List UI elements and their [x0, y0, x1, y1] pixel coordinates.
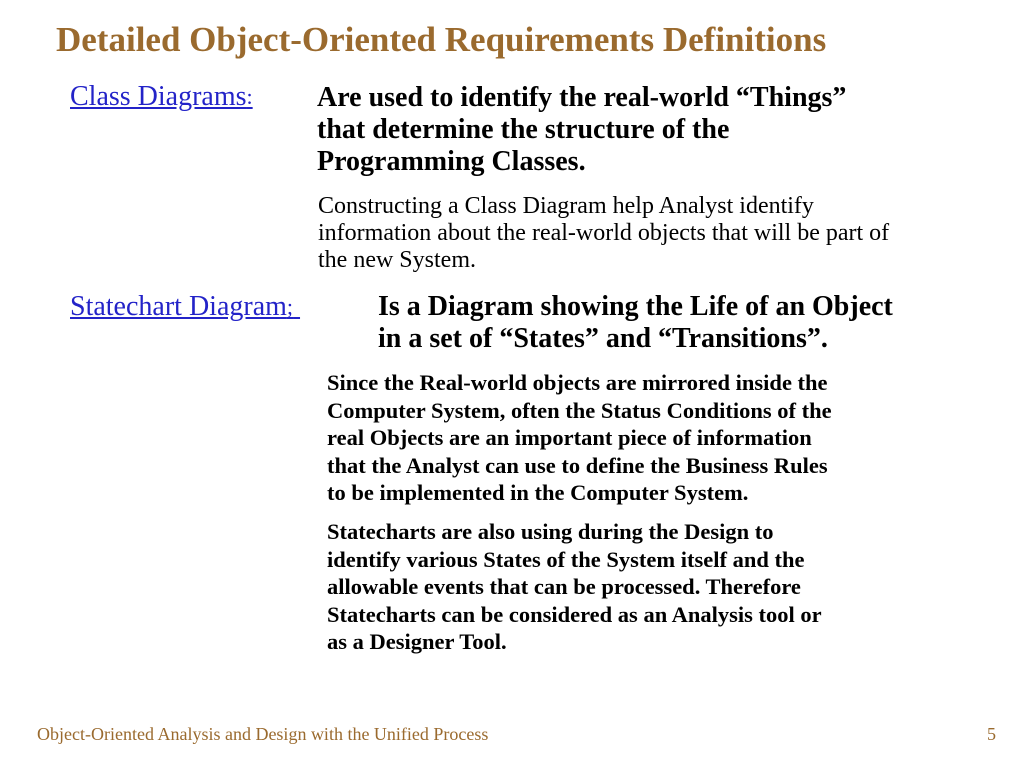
class-diagrams-definition: Are used to identify the real-world “Things” that determine the structure of the Programming Classes. — [317, 82, 847, 177]
statechart-diagram-label — [70, 290, 300, 324]
slide-title: Detailed Object-Oriented Requirements Definitions — [56, 20, 827, 59]
class-diagrams-label — [70, 80, 253, 114]
statechart-note-real-world: Since the Real-world objects are mirrored inside the Computer System, often the Status Conditions of the real Objects are an important piece of information that the Analyst can use to define the Business Rules to be implemented in the Computer System. — [327, 370, 832, 505]
class-diagrams-note: Constructing a Class Diagram help Analyst identify information about the real-world objects that will be part of the new System. — [318, 193, 890, 273]
class-diagrams-link[interactable] — [70, 81, 253, 112]
statechart-diagram-separator: ; — [286, 294, 294, 319]
footer-course-title: Object-Oriented Analysis and Design with the Unified Process — [37, 724, 489, 744]
statechart-diagram-definition: Is a Diagram showing the Life of an Object in a set of “States” and “Transitions”. — [378, 291, 893, 354]
class-diagrams-separator: : — [246, 84, 253, 109]
statechart-note-design: Statecharts are also using during the Design to identify various States of the System itself and the allowable events that can be processed. Therefore Statecharts can be considered as an Analysis tool or as a Designer Tool. — [327, 519, 822, 654]
footer-page-number: 5 — [987, 724, 996, 744]
statechart-diagram-term: Statechart Diagram — [70, 291, 287, 322]
statechart-diagram-link[interactable] — [70, 291, 300, 322]
class-diagrams-term: Class Diagrams — [70, 81, 247, 112]
